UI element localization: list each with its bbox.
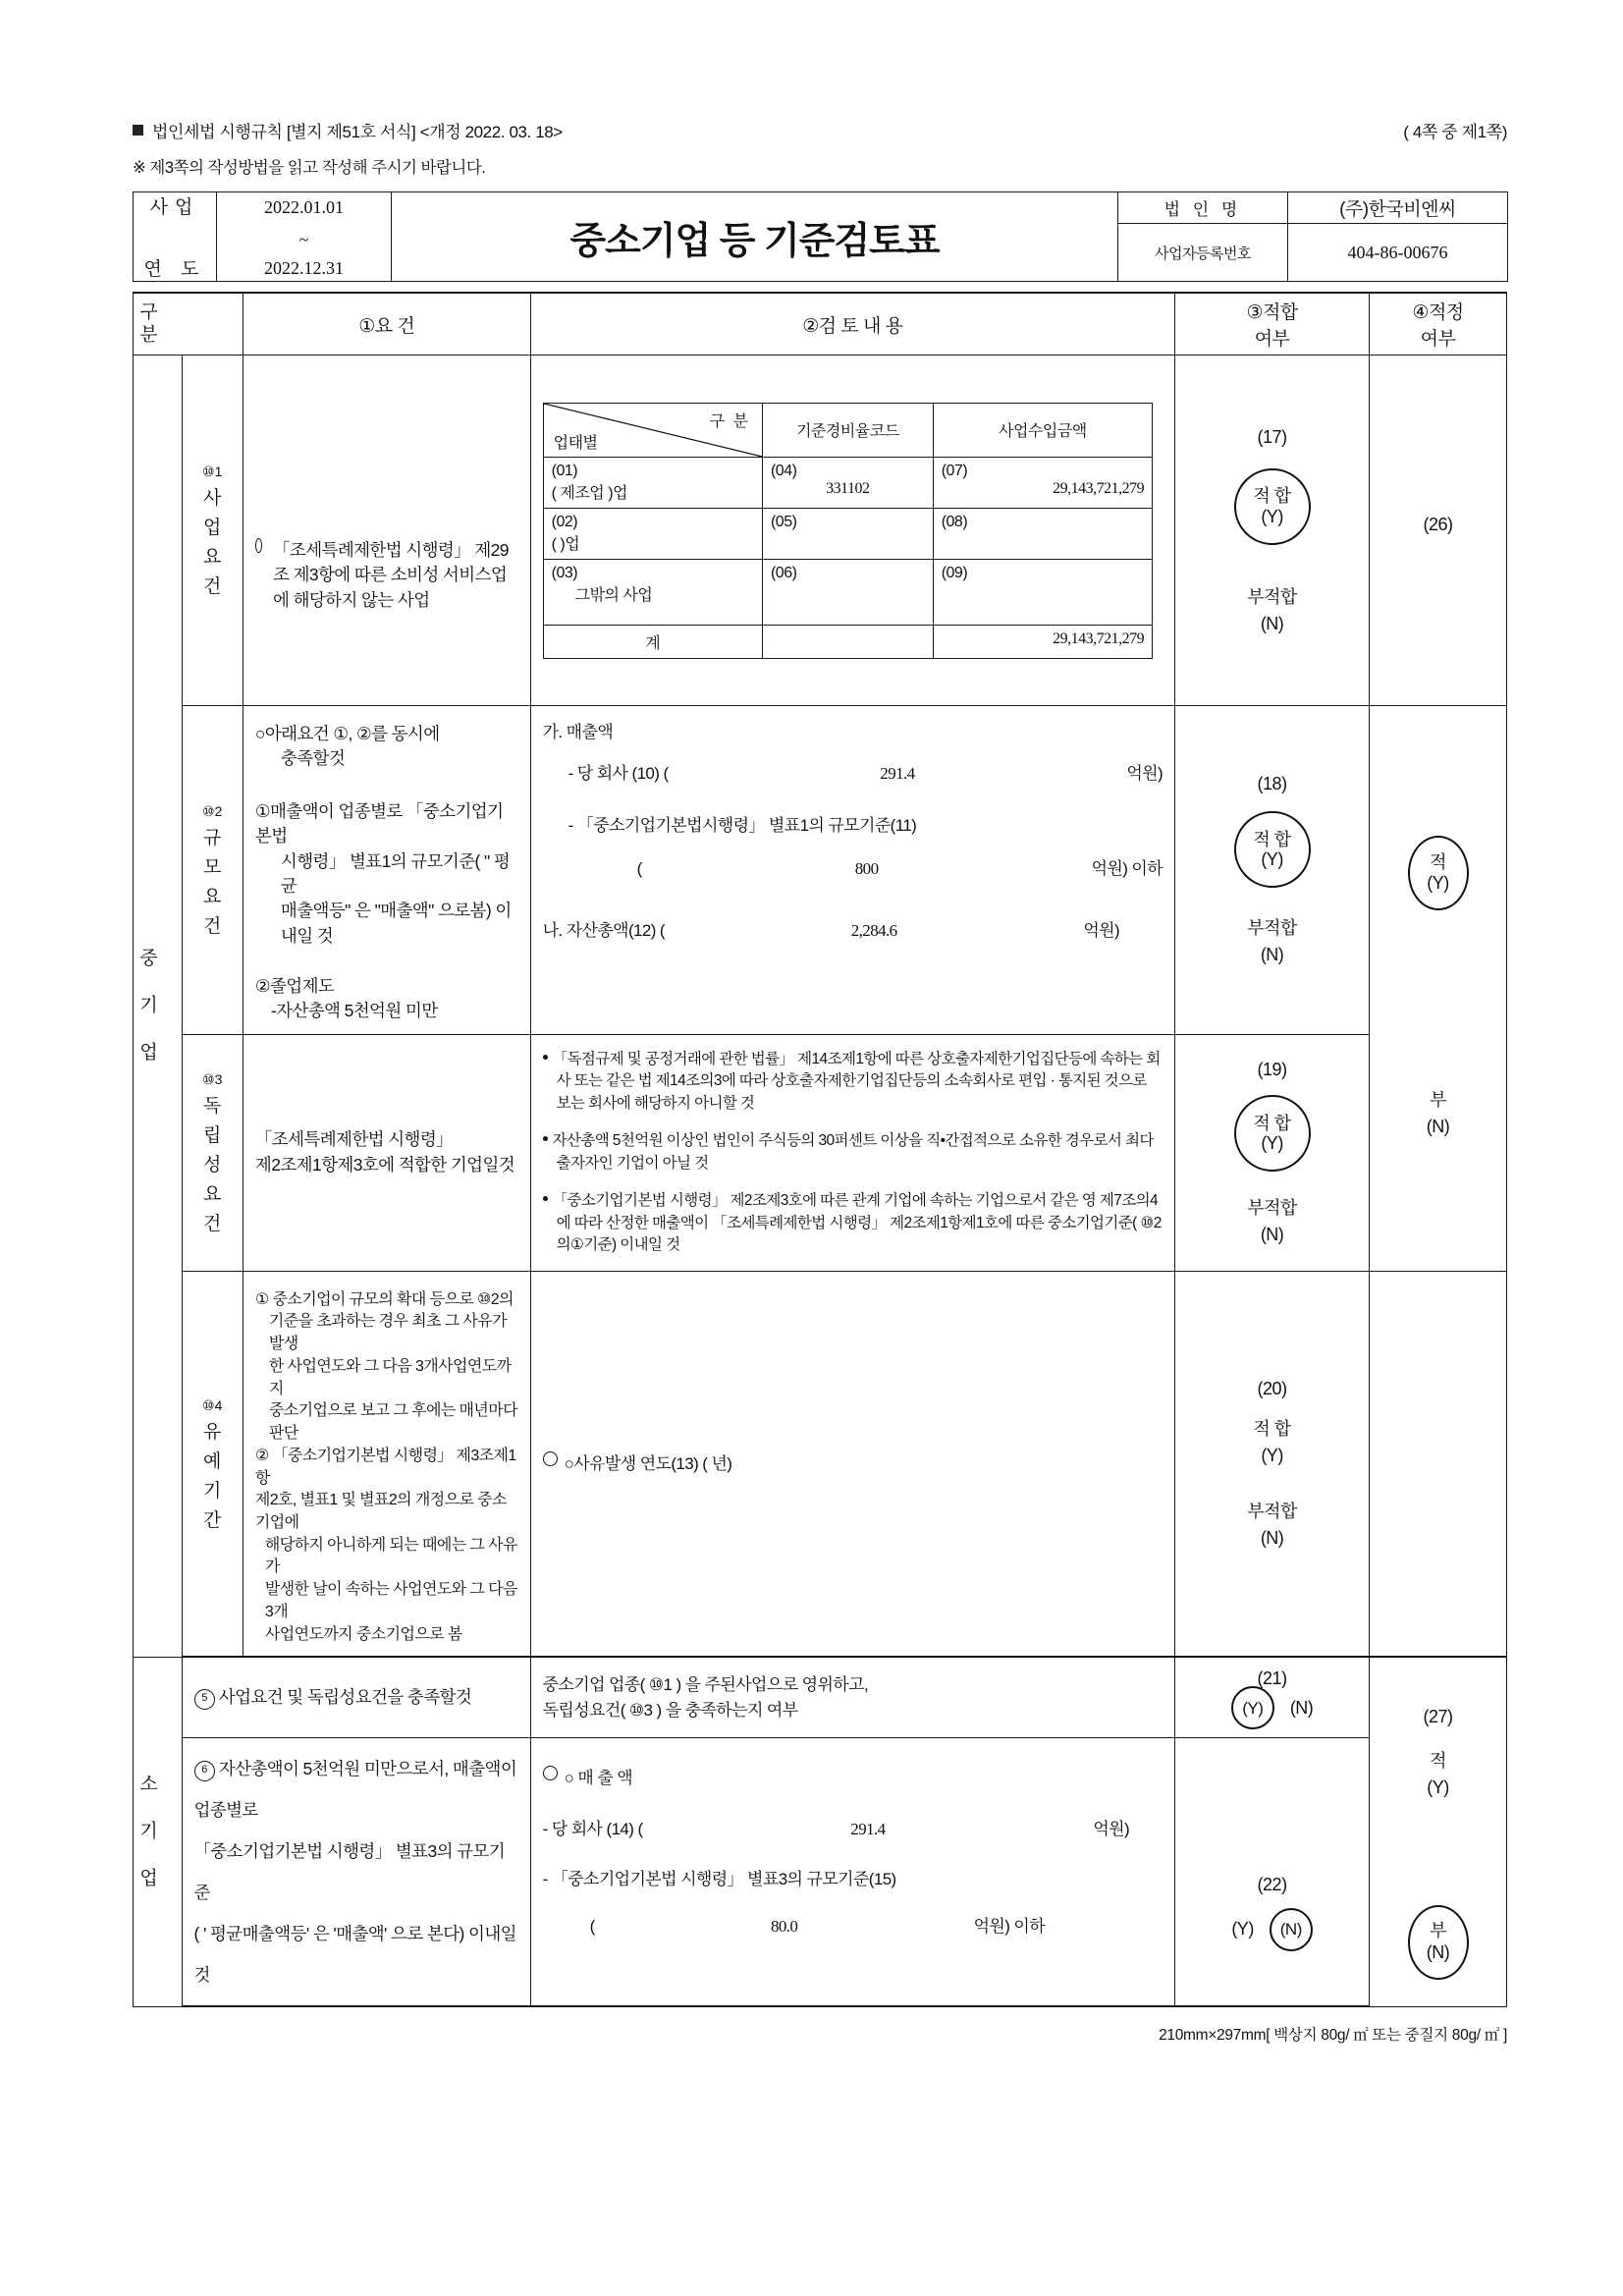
r3-bullet-3-text: 「중소기업기본법 시행령」 제2조제3호에 따른 관계 기업에 속하는 기업으로서 같은 영 제7조의4에 따라 산정한 매출액이 「조세특례제한법 시행령」 제2조제1항제1호에 따른 중소기업기준( ⑩2의①기준) 이내일 것 xyxy=(552,1192,1162,1254)
r5-judgement-no: (21) xyxy=(1257,1668,1287,1689)
r4-conformity-no[interactable] xyxy=(1177,1499,1367,1552)
inner-diagonal-header xyxy=(543,403,762,457)
inner-03-amt-no: (09) xyxy=(941,564,968,581)
r4-adequacy-cell xyxy=(1370,1271,1507,1657)
period-label-2: 연 도 xyxy=(143,259,206,280)
r6-req-line2: 「중소기업기본법 시행령」 별표3의 규모기준 xyxy=(193,1841,506,1903)
inner-01-code-cell xyxy=(762,457,933,508)
inner-03-no: (03) xyxy=(551,564,578,581)
r1-judgement-no: (17) xyxy=(1257,426,1287,447)
r4-req-line3: 한 사업연도와 그 다음 3개사업연도까지 xyxy=(268,1357,512,1397)
r1-yes-label: 적 합 xyxy=(1253,485,1291,506)
form-header-table xyxy=(133,191,1508,282)
r1-yes-code: (Y) xyxy=(1261,506,1283,526)
r2-rev-std-open: ( xyxy=(636,858,642,878)
r3-req-line1: 「조세특례제한법 시행령」 xyxy=(254,1129,454,1150)
circle-bullet-icon xyxy=(543,1766,558,1780)
r3-conformity-cell xyxy=(1175,1034,1370,1271)
r4-label-3: 기 xyxy=(203,1480,222,1502)
inner-row-01 xyxy=(543,457,1152,508)
inner-01-type xyxy=(543,457,762,508)
r4-req-line8: 발생한 날이 속하는 사업연도와 그 다음 3개 xyxy=(264,1581,517,1620)
company-name-value: (주)한국비엔씨 xyxy=(1288,192,1508,224)
col-conformity xyxy=(1175,293,1370,355)
r1-conformity-no[interactable] xyxy=(1177,584,1367,637)
r2-rev-std: - 「중소기업기본법시행령」 별표1의 규모기준(11) xyxy=(568,816,917,835)
circle-bullet-icon xyxy=(543,1451,558,1466)
r1-number: ⑩1 xyxy=(202,464,223,479)
r3-label-1: 독 xyxy=(203,1095,222,1117)
form-reference-text: 법인세법 시행규칙 [별지 제51호 서식] <개정 2022. 03. 18> xyxy=(152,123,563,141)
adequacy-indep-no-l2: (N) xyxy=(1426,1117,1450,1137)
r4-label-2: 예 xyxy=(203,1450,222,1472)
adequacy-sme-yes-l2: (Y) xyxy=(1427,873,1449,894)
col-division xyxy=(134,293,243,355)
inner-03-amt-cell xyxy=(933,559,1152,625)
r5-conformity-cell xyxy=(1175,1657,1370,1738)
a27-yes[interactable] xyxy=(1372,1748,1504,1801)
inner-02-type xyxy=(543,508,762,559)
inner-02-name: ( )업 xyxy=(551,535,580,553)
r1-label-1: 사 xyxy=(203,488,222,509)
inner-02-amt-no: (08) xyxy=(941,513,968,530)
r3-number: ⑩3 xyxy=(202,1070,223,1087)
row-small-business-requirement xyxy=(134,1657,1507,1738)
r2-req-line4: 시행령」 별표1의 규모기준( " 평균 xyxy=(280,850,511,896)
bullet-icon xyxy=(543,1136,548,1141)
inner-01-code-no: (04) xyxy=(770,462,797,479)
r3-bullet-1 xyxy=(543,1049,1163,1115)
inner-01-name: ( 제조업 )업 xyxy=(551,484,627,502)
form-reference xyxy=(133,118,563,142)
bullet-icon xyxy=(543,1196,548,1201)
r4-req-line1: ① 중소기업이 규모의 확대 등으로 ⑩2의 xyxy=(254,1290,514,1308)
r3-label-5: 건 xyxy=(203,1213,222,1234)
r2-vertical-stack xyxy=(183,749,243,991)
row-business-requirement xyxy=(134,355,1507,706)
business-income-table xyxy=(543,403,1153,659)
r6-no-option[interactable]: (N) xyxy=(1270,1908,1313,1951)
r3-yes-label: 적 합 xyxy=(1253,1113,1291,1133)
r2-rev-company-value: 291.4 xyxy=(880,763,915,783)
r3-bullet-2-text: 자산총액 5천억원 이상인 법인이 주식등의 30퍼센트 이상을 직•간접적으로 소유한 경우로서 최다출자자인 기업이 아닐 것 xyxy=(552,1132,1154,1172)
r5-number: 5 xyxy=(194,1689,215,1710)
r4-req-line6: 제2호, 별표1 및 별표2의 개정으로 중소기업에 xyxy=(254,1492,507,1531)
col-division-label: 구분 xyxy=(136,301,157,347)
r6-company-unit: 억원) xyxy=(1093,1819,1130,1838)
r2-requirement-cell xyxy=(243,706,530,1035)
period-labels-cell xyxy=(134,192,217,282)
col-adequacy xyxy=(1370,293,1507,355)
r6-std-row xyxy=(543,1914,1163,1940)
r5-yes-option[interactable]: (Y) xyxy=(1231,1686,1274,1729)
row-small-scale-requirement xyxy=(134,1738,1507,2007)
company-name-label: 법 인 명 xyxy=(1118,192,1288,224)
group-small-label: 소 기 업 xyxy=(136,1773,157,1890)
r6-company-label: - 당 회사 (14) ( xyxy=(542,1819,643,1838)
r6-conformity-cell xyxy=(1175,1738,1370,2007)
adequacy-sme-yes[interactable] xyxy=(1408,836,1469,910)
r1-requirement-cell xyxy=(243,355,530,706)
inner-head-code: 기준경비율코드 xyxy=(762,403,933,457)
inner-row-total xyxy=(543,625,1152,658)
r4-req-line5: ② 「중소기업기본법 시행령」 제3조제1항 xyxy=(254,1447,516,1487)
inner-head-bytype: 업태별 xyxy=(553,434,598,452)
r2-rev-b-value: 2,284.6 xyxy=(850,921,897,940)
r4-no-code: (N) xyxy=(1260,1528,1284,1548)
r1-vertical-cell xyxy=(182,355,243,706)
a27-no[interactable] xyxy=(1408,1905,1469,1980)
r5-review-line1: 중소기업 업종( ⑩1 ) 을 주된사업으로 영위하고, xyxy=(542,1675,869,1695)
r2-no-label: 부적합 xyxy=(1247,918,1297,939)
form-instruction: ※ 제3쪽의 작성방법을 읽고 작성해 주시기 바랍니다. xyxy=(133,159,486,177)
r2-rev-b-row xyxy=(543,918,1163,944)
r2-rev-company-label: - 당 회사 (10) ( xyxy=(568,763,669,783)
r3-vertical-stack xyxy=(183,1035,243,1271)
r4-judgement-no: (20) xyxy=(1257,1379,1287,1398)
r2-yes-code: (Y) xyxy=(1261,849,1283,870)
r2-yes-label: 적 합 xyxy=(1253,829,1291,849)
r3-requirement-cell xyxy=(243,1034,530,1271)
form-meta-row xyxy=(133,118,1507,142)
r2-review-cell xyxy=(530,706,1174,1035)
r6-req-line3: ( ' 평균매출액등' 은 '매출액' 으로 본다) 이내일 것 xyxy=(193,1924,516,1986)
r6-req-line1: 자산총액이 5천억원 미만으로서, 매출액이 업종별로 xyxy=(193,1759,517,1821)
r6-review-title: ○ 매 출 액 xyxy=(564,1769,633,1788)
r4-label-4: 간 xyxy=(203,1509,222,1531)
r3-label-4: 요 xyxy=(203,1183,222,1205)
inner-01-code: 331102 xyxy=(826,479,870,497)
r3-judgement-no: (19) xyxy=(1257,1060,1287,1080)
a27-no-l2: (N) xyxy=(1426,1942,1450,1962)
inner-03-type xyxy=(543,559,762,625)
r3-bullet-3 xyxy=(543,1190,1163,1256)
inner-head-division: 구 분 xyxy=(709,412,750,430)
r2-req-line1: ○아래요건 ①, ②를 동시에 xyxy=(254,724,440,743)
r1-requirement-text: 「조세특례제한법 시행령」 제29조 제3항에 따른 소비성 서비스업에 해당하지 않는 사업 xyxy=(273,539,509,610)
adequacy-sme-cell xyxy=(1370,706,1507,1272)
r2-number: ⑩2 xyxy=(202,802,223,819)
inner-02-amt-cell xyxy=(933,508,1152,559)
period-label-1: 사업 xyxy=(149,197,200,218)
group-sme-cell xyxy=(134,355,183,1658)
r2-conformity-yes[interactable] xyxy=(1234,811,1311,888)
r2-no-code: (N) xyxy=(1260,945,1284,965)
a27-yes-l1: 적 xyxy=(1430,1751,1446,1771)
r6-company-row xyxy=(543,1817,1163,1842)
inner-header-row xyxy=(543,403,1152,457)
r1-conformity-yes[interactable] xyxy=(1234,468,1311,545)
r5-requirement-cell xyxy=(182,1657,530,1738)
col-conformity-l2: 여부 xyxy=(1254,329,1290,350)
r2-conformity-no[interactable] xyxy=(1177,915,1367,968)
inner-total-label: 계 xyxy=(543,625,762,658)
r2-req-line7: -자산총액 5천억원 미만 xyxy=(270,1001,438,1021)
inner-row-02 xyxy=(543,508,1152,559)
r5-review-cell xyxy=(530,1657,1174,1738)
col-requirement: ①요 건 xyxy=(243,293,530,355)
r6-std-value: 80.0 xyxy=(770,1916,798,1936)
r1-no-code: (N) xyxy=(1260,613,1284,633)
r4-no-label: 부적합 xyxy=(1247,1502,1297,1521)
adequacy-27-cell xyxy=(1370,1657,1507,2006)
r5-review-line2: 독립성요건( ⑩3 ) 을 충족하는지 여부 xyxy=(542,1700,798,1720)
form-sheet xyxy=(133,118,1507,2045)
r3-bullet-2 xyxy=(543,1130,1163,1175)
r2-req-line3: ①매출액이 업종별로 「중소기업기본법 xyxy=(254,800,504,847)
r2-rev-b-unit: 억원) xyxy=(1083,921,1120,940)
r4-number: ⑩4 xyxy=(202,1396,223,1413)
square-bullet-icon xyxy=(133,125,143,136)
r4-requirement-cell xyxy=(243,1271,530,1657)
col-adequacy-l2: 여부 xyxy=(1420,329,1456,350)
r1-label-2: 업 xyxy=(203,518,222,538)
r6-std-unit: 억원) 이하 xyxy=(973,1916,1046,1936)
biz-no-label: 사업자등록번호 xyxy=(1118,224,1288,282)
r4-review-cell xyxy=(530,1271,1174,1657)
r3-req-line2: 제2조제1항제3호에 적합한 기업일것 xyxy=(254,1154,515,1175)
inner-01-amt-cell xyxy=(933,457,1152,508)
col-adequacy-l1: ④적정 xyxy=(1412,302,1464,323)
col-conformity-l1: ③적합 xyxy=(1246,302,1298,323)
r4-req-line2: 기준을 초과하는 경우 최초 그 사유가 발생 xyxy=(268,1313,507,1353)
r4-conformity-cell xyxy=(1175,1271,1370,1657)
r4-label-1: 유 xyxy=(203,1421,222,1443)
a27-number: (27) xyxy=(1423,1707,1453,1726)
r3-label-2: 립 xyxy=(203,1124,222,1146)
r2-req-line2: 충족할것 xyxy=(280,748,346,769)
a26-number: (26) xyxy=(1423,514,1453,534)
r6-review-cell xyxy=(530,1738,1174,2007)
r4-yes-label: 적 합 xyxy=(1253,1419,1291,1439)
r4-yes-code: (Y) xyxy=(1261,1446,1283,1465)
row-independence-requirement xyxy=(134,1034,1507,1271)
adequacy-indep-no[interactable] xyxy=(1372,1087,1504,1140)
table-header-row xyxy=(134,293,1507,355)
r4-conformity-yes[interactable] xyxy=(1177,1416,1367,1469)
bullet-icon xyxy=(543,1055,548,1060)
r2-label-4: 건 xyxy=(203,915,222,937)
r1-adequacy-cell xyxy=(1370,355,1507,706)
criteria-table xyxy=(133,292,1507,2007)
r6-number: 6 xyxy=(194,1761,215,1781)
inner-01-amt: 29,143,721,279 xyxy=(1053,479,1145,497)
r3-conformity-yes[interactable] xyxy=(1234,1095,1311,1172)
r2-label-2: 모 xyxy=(203,856,222,878)
r3-no-code: (N) xyxy=(1260,1225,1284,1245)
r2-rev-std-value-row xyxy=(543,856,1163,882)
r1-conformity-cell xyxy=(1175,355,1370,706)
inner-total-code xyxy=(762,625,933,658)
r6-requirement-cell xyxy=(182,1738,530,2007)
r1-label-4: 건 xyxy=(203,576,222,597)
biz-no-value: 404-86-00676 xyxy=(1288,224,1508,282)
r2-req-line6: ②졸업제도 xyxy=(254,976,335,996)
r6-company-value: 291.4 xyxy=(850,1819,886,1838)
r6-std-label: - 「중소기업기본법 시행령」 별표3의 규모기준(15) xyxy=(542,1870,896,1889)
r4-req-line7: 해당하지 아니하게 되는 때에는 그 사유가 xyxy=(264,1536,517,1576)
inner-head-amount: 사업수입금액 xyxy=(933,403,1152,457)
r2-rev-company-unit: 억원) xyxy=(1126,763,1163,783)
row-grace-period xyxy=(134,1271,1507,1657)
period-start: 2022.01.01 xyxy=(217,192,392,224)
r2-label-3: 요 xyxy=(203,886,222,907)
r4-req-line4: 중소기업으로 보고 그 후에는 매년마다 판단 xyxy=(268,1402,517,1443)
adequacy-sme-yes-l1: 적 xyxy=(1430,851,1446,872)
r2-rev-std-unit: 억원) 이하 xyxy=(1091,858,1163,878)
r3-label-3: 성 xyxy=(203,1154,222,1175)
r5-no-option[interactable]: (N) xyxy=(1289,1697,1314,1718)
col-review: ②검 토 내 용 xyxy=(530,293,1174,355)
r2-conformity-cell xyxy=(1175,706,1370,1035)
r5-requirement-text: 사업요건 및 독립성요건을 충족할것 xyxy=(218,1687,472,1708)
r2-rev-a-label: 가. 매출액 xyxy=(542,723,614,741)
page-indicator: ( 4쪽 중 제1쪽) xyxy=(1403,123,1507,141)
a27-no-l1: 부 xyxy=(1430,1921,1446,1941)
r2-vertical-cell xyxy=(182,706,243,1035)
r4-vertical-cell xyxy=(182,1271,243,1657)
inner-02-code-cell xyxy=(762,508,933,559)
r2-rev-company xyxy=(543,761,1163,787)
r1-review-cell xyxy=(530,355,1174,706)
inner-01-no: (01) xyxy=(551,462,578,479)
r2-judgement-no: (18) xyxy=(1257,774,1287,794)
r3-no-label: 부적합 xyxy=(1247,1198,1297,1219)
r3-yes-code: (Y) xyxy=(1261,1133,1283,1154)
paper-spec-footer: 210mm×297mm[ 백상지 80g/ ㎡ 또는 중질지 80g/ ㎡ ] xyxy=(1159,2027,1507,2045)
inner-03-code-cell xyxy=(762,559,933,625)
r1-vertical-stack xyxy=(183,355,243,705)
inner-02-code-no: (05) xyxy=(770,513,797,530)
r6-judgement-no: (22) xyxy=(1257,1874,1287,1894)
group-small-cell xyxy=(134,1657,183,2006)
r2-req-line5: 매출액등" 은 "매출액" 으로봄) 이내일 것 xyxy=(280,901,512,946)
circle-bullet-icon xyxy=(255,538,262,553)
r2-label-1: 규 xyxy=(203,827,222,848)
r4-vertical-stack xyxy=(183,1354,243,1574)
period-tilde: ~ xyxy=(217,224,392,257)
r6-std-open: ( xyxy=(589,1916,595,1936)
page-title: 중소기업 등 기준검토표 xyxy=(392,192,1118,282)
a27-yes-l2: (Y) xyxy=(1427,1777,1449,1797)
adequacy-indep-no-l1: 부 xyxy=(1430,1090,1446,1111)
r2-rev-b-label: 나. 자산총액(12) ( xyxy=(542,921,665,940)
r3-review-cell xyxy=(530,1034,1174,1271)
r2-rev-std-value: 800 xyxy=(854,858,879,878)
r3-conformity-no[interactable] xyxy=(1177,1195,1367,1248)
inner-03-name: 그밖의 사업 xyxy=(574,586,653,604)
period-end: 2022.12.31 xyxy=(217,256,392,282)
row-scale-requirement xyxy=(134,706,1507,1035)
inner-01-amt-no: (07) xyxy=(941,462,968,479)
r1-no-label: 부적합 xyxy=(1247,586,1297,607)
inner-03-code-no: (06) xyxy=(770,564,797,581)
r3-vertical-cell xyxy=(182,1034,243,1271)
r4-req-line9: 사업연도까지 중소기업으로 봄 xyxy=(264,1625,462,1643)
group-sme-label: 중 기 업 xyxy=(136,947,157,1065)
r6-yes-option[interactable]: (Y) xyxy=(1231,1919,1254,1940)
inner-row-03 xyxy=(543,559,1152,625)
r3-bullet-1-text: 「독점규제 및 공정거래에 관한 법률」 제14조제1항에 따른 상호출자제한기업집단등에 속하는 회사 또는 같은 법 제14조의3에 따라 상호출자제한기업집단등의 소속회사로 편입 · 통지된 것으로 보는 회사에 해당하지 아니할 것 xyxy=(552,1050,1161,1112)
inner-total-amount: 29,143,721,279 xyxy=(933,625,1152,658)
r4-review-text: ○사유발생 연도(13) ( 년) xyxy=(564,1453,732,1473)
inner-02-no: (02) xyxy=(551,513,578,530)
r1-label-3: 요 xyxy=(203,547,222,568)
